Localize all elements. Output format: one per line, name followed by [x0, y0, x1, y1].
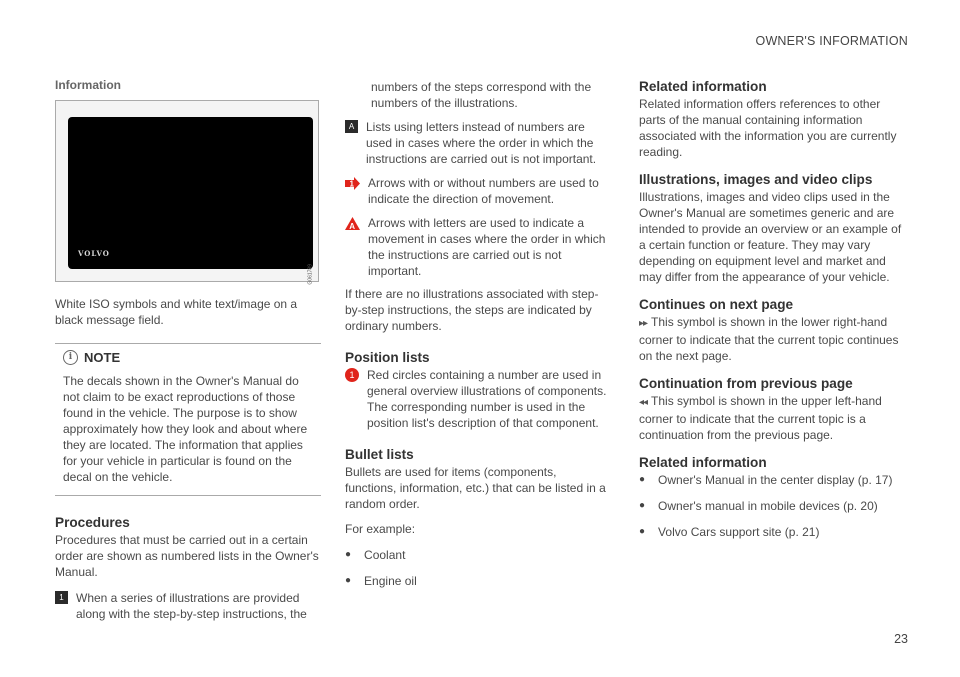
position-lists-heading: Position lists: [345, 350, 430, 365]
list-item: [345, 547, 607, 563]
related-links-heading: Related information: [639, 455, 767, 470]
continuation-text-body: This symbol is shown in the upper left-hand corner to indicate that the current topic is a continuation from the previous page.: [639, 394, 882, 442]
example-label: For example:: [345, 522, 416, 536]
continuation-previous-icon: ◂◂: [639, 397, 648, 408]
no-illustrations-text: If there are no illustrations associated with step-by-step instructions, the steps are indicated by ordinary numbers.: [345, 287, 599, 333]
list-item-text: Coolant: [364, 548, 406, 562]
list-item: [345, 573, 607, 589]
related-link[interactable]: Owner's manual in mobile devices (p. 20): [658, 499, 878, 513]
column-3: [639, 78, 909, 540]
arrow-number-item: [345, 175, 607, 207]
bullet-lists-text: Bullets are used for items (components, functions, information, etc.) that can be listed in a random order.: [345, 465, 606, 511]
step-number-text-continued: numbers of the steps correspond with the numbers of the illustrations.: [371, 80, 592, 110]
arrow-number-text: Arrows with or without numbers are used to indicate the direction of movement.: [368, 176, 599, 206]
bullet-lists-heading: Bullet lists: [345, 447, 414, 462]
column-2: [345, 79, 607, 589]
bullet-icon: ●: [345, 549, 352, 560]
red-circle-badge: 1: [345, 368, 359, 382]
bullet-icon: ●: [639, 526, 646, 537]
letter-badge: A: [345, 120, 358, 133]
continuation-text: [639, 393, 909, 443]
black-message-field: [68, 117, 313, 269]
continues-text: [639, 314, 909, 364]
red-arrow-number-icon: [345, 177, 360, 190]
bullet-icon: ●: [345, 575, 352, 586]
note-title: [63, 350, 313, 365]
volvo-logo: VOLVO: [78, 249, 110, 258]
related-link-item[interactable]: [639, 498, 909, 514]
page-header: OWNER'S INFORMATION: [755, 34, 908, 48]
illustrations-heading: Illustrations, images and video clips: [639, 172, 873, 187]
step-number-item: [55, 590, 321, 622]
continues-text-body: This symbol is shown in the lower right-hand corner to indicate that the current topic continues on the next page.: [639, 315, 899, 363]
step-number-text: When a series of illustrations are provided along with the step-by-step instructions, the: [76, 591, 307, 621]
arrow-letter-text: Arrows with letters are used to indicate a movement in cases where the order in which the instructions are carried out is not important.: [368, 216, 606, 278]
page-number: 23: [894, 632, 908, 646]
position-list-item: [345, 367, 607, 431]
red-arrow-letter-icon: [345, 217, 360, 230]
related-link-item[interactable]: [639, 524, 909, 540]
continuation-heading: Continuation from previous page: [639, 376, 853, 391]
figure-caption: White ISO symbols and white text/image on a black message field.: [55, 297, 298, 327]
continues-next-icon: ▸▸: [639, 318, 648, 329]
svg-text:1: 1: [349, 179, 354, 189]
message-field-illustration: [55, 100, 319, 285]
section-heading-information: Information: [55, 78, 121, 92]
bullet-icon: ●: [639, 500, 646, 511]
procedures-intro: Procedures that must be carried out in a certain order are shown as numbered lists in the Owner's Manual.: [55, 533, 319, 579]
info-icon: i: [63, 350, 78, 365]
continues-heading: Continues on next page: [639, 297, 794, 312]
related-information-heading: Related information: [639, 79, 767, 94]
procedures-heading: Procedures: [55, 515, 130, 530]
letter-step-item: [345, 119, 607, 167]
position-list-text: Red circles containing a number are used in general overview illustrations of components. The corresponding number is used in the position list's description of that component.: [367, 368, 607, 430]
related-link-item[interactable]: [639, 472, 909, 488]
related-link[interactable]: Volvo Cars support site (p. 21): [658, 525, 820, 539]
svg-text:A: A: [349, 222, 356, 230]
figure-code: G061789: [308, 264, 314, 285]
step-number-badge: 1: [55, 591, 68, 604]
note-box: [55, 343, 321, 496]
related-link[interactable]: Owner's Manual in the center display (p. 17): [658, 473, 893, 487]
illustrations-text: Illustrations, images and video clips used in the Owner's Manual are sometimes generic and are intended to provide an overview or an example of a certain function or feature. They may vary depending on equipment level and market and may differ from the appearance of your vehicle.: [639, 190, 902, 284]
arrow-letter-item: [345, 215, 607, 279]
related-information-text: Related information offers references to other parts of the manual containing information associated with the information you are currently reading.: [639, 97, 897, 159]
bullet-icon: ●: [639, 474, 646, 485]
note-text: The decals shown in the Owner's Manual do not claim to be exact reproductions of those found in the vehicle. The purpose is to show approximately how they look and about where they are located. The information that applies for your vehicle in particular is found on the decal on the vehicle.: [63, 374, 308, 484]
letter-step-text: Lists using letters instead of numbers are used in cases where the order in which the instructions are carried out is not important.: [366, 120, 597, 166]
note-label: NOTE: [84, 350, 121, 365]
column-1: [55, 78, 321, 622]
list-item-text: Engine oil: [364, 574, 417, 588]
